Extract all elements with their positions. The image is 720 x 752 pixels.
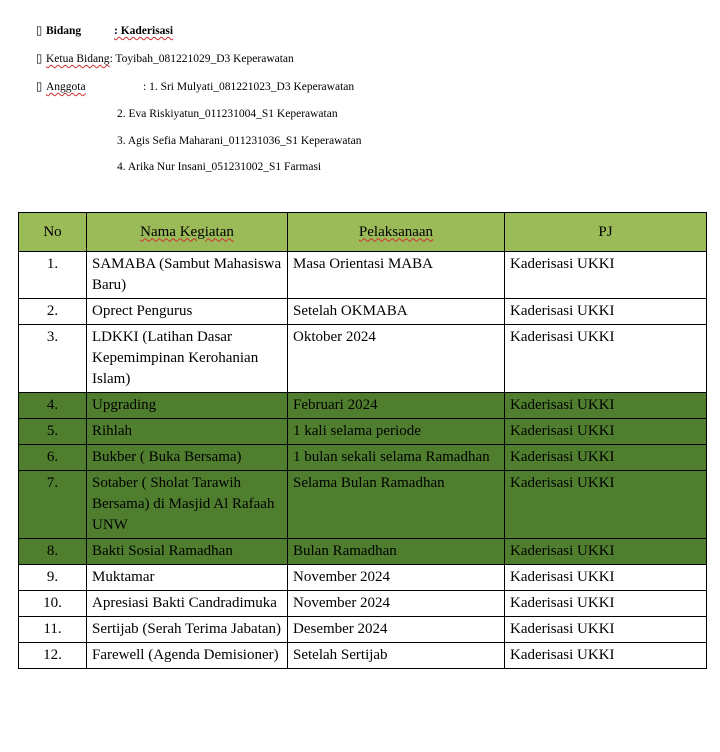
table-row [19, 643, 707, 669]
header-no: No [19, 213, 87, 252]
bullet-icon: ▯ [36, 53, 43, 65]
cell-pelaksanaan: Bulan Ramadhan [288, 539, 505, 565]
cell-pelaksanaan: Masa Orientasi MABA [288, 252, 505, 299]
cell-pelaksanaan: Desember 2024 [288, 617, 505, 643]
ketua-value: : Toyibah_081221029_D3 Keperawatan [109, 53, 294, 65]
header-pj: PJ [505, 213, 707, 252]
table-row [19, 591, 707, 617]
header-pelaksanaan: Pelaksanaan [288, 213, 505, 252]
cell-pelaksanaan: Setelah Sertijab [288, 643, 505, 669]
cell-pj: Kaderisasi UKKI [505, 643, 707, 669]
cell-no: 9. [19, 565, 87, 591]
cell-no: 7. [19, 471, 87, 539]
cell-pelaksanaan: Februari 2024 [288, 393, 505, 419]
cell-pelaksanaan: Selama Bulan Ramadhan [288, 471, 505, 539]
cell-pelaksanaan: Oktober 2024 [288, 325, 505, 393]
cell-no: 5. [19, 419, 87, 445]
cell-kegiatan: Bakti Sosial Ramadhan [87, 539, 288, 565]
anggota-member: : 1. Sri Mulyati_081221023_D3 Keperawatan [143, 81, 355, 93]
cell-no: 4. [19, 393, 87, 419]
table-row-highlighted [19, 445, 707, 471]
anggota-member: 3. Agis Sefia Maharani_011231036_S1 Keperawatan [117, 135, 362, 147]
anggota-member: 2. Eva Riskiyatun_011231004_S1 Keperawatan [117, 108, 338, 120]
bidang-row [36, 22, 173, 40]
cell-no: 6. [19, 445, 87, 471]
table-row [19, 565, 707, 591]
cell-pelaksanaan: Setelah OKMABA [288, 299, 505, 325]
cell-pelaksanaan: November 2024 [288, 565, 505, 591]
cell-kegiatan: Oprect Pengurus [87, 299, 288, 325]
cell-pelaksanaan: 1 kali selama periode [288, 419, 505, 445]
cell-no: 10. [19, 591, 87, 617]
cell-no: 1. [19, 252, 87, 299]
table-row [19, 325, 707, 393]
cell-pj: Kaderisasi UKKI [505, 471, 707, 539]
cell-pj: Kaderisasi UKKI [505, 393, 707, 419]
cell-pj: Kaderisasi UKKI [505, 325, 707, 393]
bullet-icon: ▯ [36, 25, 43, 37]
cell-no: 2. [19, 299, 87, 325]
cell-kegiatan: Bukber ( Buka Bersama) [87, 445, 288, 471]
cell-kegiatan: Sertijab (Serah Terima Jabatan) [87, 617, 288, 643]
header-nama-kegiatan: Nama Kegiatan [87, 213, 288, 252]
table-header-row [19, 213, 707, 252]
table-row-highlighted [19, 539, 707, 565]
cell-pj: Kaderisasi UKKI [505, 252, 707, 299]
activity-table [18, 212, 707, 669]
table-row [19, 252, 707, 299]
cell-pj: Kaderisasi UKKI [505, 445, 707, 471]
cell-kegiatan: Upgrading [87, 393, 288, 419]
bidang-value: : Kaderisasi [114, 25, 174, 37]
cell-no: 8. [19, 539, 87, 565]
table-row-highlighted [19, 471, 707, 539]
cell-kegiatan: SAMABA (Sambut Mahasiswa Baru) [87, 252, 288, 299]
bullet-icon: ▯ [36, 81, 43, 93]
ketua-row [36, 50, 294, 68]
table-row [19, 299, 707, 325]
cell-kegiatan: Rihlah [87, 419, 288, 445]
cell-pj: Kaderisasi UKKI [505, 617, 707, 643]
anggota-member: 4. Arika Nur Insani_051231002_S1 Farmasi [117, 161, 322, 173]
anggota-row [36, 78, 354, 96]
table-row-highlighted [19, 393, 707, 419]
ketua-label: Ketua Bidang [46, 53, 110, 65]
cell-pj: Kaderisasi UKKI [505, 565, 707, 591]
cell-no: 12. [19, 643, 87, 669]
cell-kegiatan: Sotaber ( Sholat Tarawih Bersama) di Masjid Al Rafaah UNW [87, 471, 288, 539]
cell-no: 11. [19, 617, 87, 643]
cell-kegiatan: Apresiasi Bakti Candradimuka [87, 591, 288, 617]
bidang-label: Bidang [46, 25, 82, 37]
cell-kegiatan: Muktamar [87, 565, 288, 591]
cell-no: 3. [19, 325, 87, 393]
table-row-highlighted [19, 419, 707, 445]
anggota-label: Anggota [46, 81, 86, 93]
table-row [19, 617, 707, 643]
cell-pj: Kaderisasi UKKI [505, 591, 707, 617]
cell-pj: Kaderisasi UKKI [505, 419, 707, 445]
cell-pelaksanaan: November 2024 [288, 591, 505, 617]
cell-kegiatan: Farewell (Agenda Demisioner) [87, 643, 288, 669]
cell-pelaksanaan: 1 bulan sekali selama Ramadhan [288, 445, 505, 471]
cell-pj: Kaderisasi UKKI [505, 299, 707, 325]
cell-kegiatan: LDKKI (Latihan Dasar Kepemimpinan Kerohanian Islam) [87, 325, 288, 393]
cell-pj: Kaderisasi UKKI [505, 539, 707, 565]
